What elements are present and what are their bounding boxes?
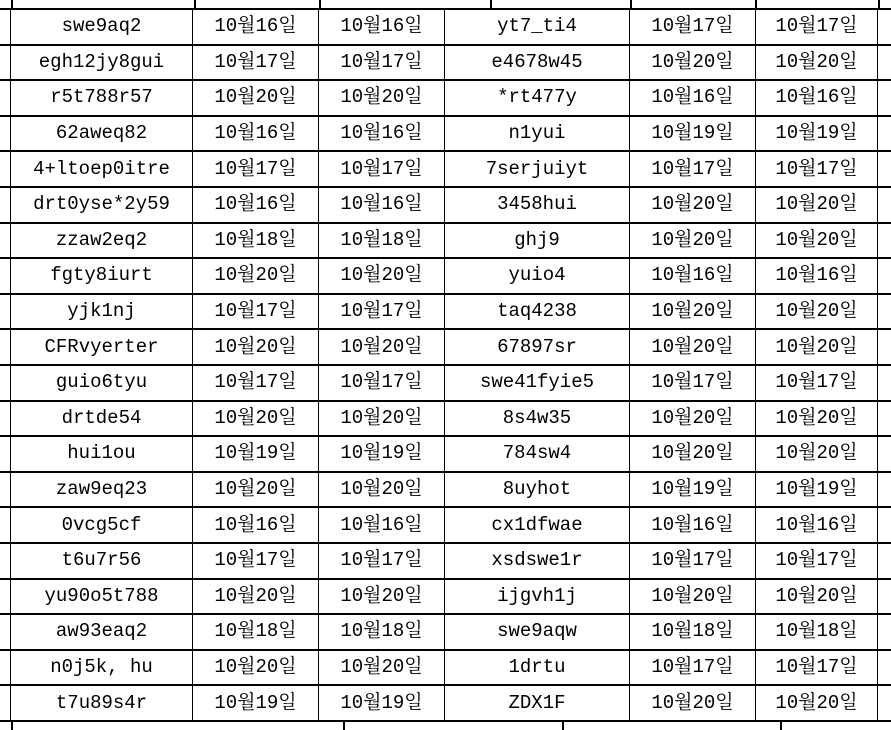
id-cell[interactable]: 8s4w35: [445, 402, 630, 436]
table-row: [0, 686, 891, 720]
date-cell[interactable]: 10월16일: [193, 508, 319, 542]
id-cell[interactable]: CFRvyerter: [11, 330, 193, 364]
date-cell[interactable]: 10월19일: [193, 686, 319, 720]
table-row: [0, 259, 891, 295]
date-cell[interactable]: 10월17일: [756, 10, 878, 44]
date-cell[interactable]: 10월16일: [193, 117, 319, 151]
date-cell[interactable]: 10월20일: [319, 330, 445, 364]
table-row: [0, 152, 891, 188]
date-cell[interactable]: 10월17일: [630, 366, 756, 400]
cut-column-right-cell: [878, 473, 891, 507]
date-cell[interactable]: 10월20일: [193, 259, 319, 293]
table-row: [0, 330, 891, 366]
table-row: [0, 402, 891, 438]
date-cell[interactable]: 10월19일: [319, 686, 445, 720]
cut-column-right-cell: [878, 615, 891, 649]
cut-column-right-cell: [878, 437, 891, 471]
id-cell[interactable]: yu90o5t788: [11, 580, 193, 614]
date-cell[interactable]: 10월19일: [756, 473, 878, 507]
date-cell[interactable]: 10월16일: [756, 508, 878, 542]
gridline-stub: [878, 0, 880, 8]
id-cell[interactable]: egh12jy8gui: [11, 46, 193, 80]
cut-column-left-cell: [0, 508, 11, 542]
cut-column-left-cell: [0, 437, 11, 471]
cut-column-left-cell: [0, 188, 11, 222]
date-cell[interactable]: 10월18일: [756, 615, 878, 649]
date-cell[interactable]: 10월20일: [319, 651, 445, 685]
cut-column-right-cell: [878, 508, 891, 542]
cut-column-left-cell: [0, 224, 11, 258]
date-cell[interactable]: 10월16일: [319, 508, 445, 542]
date-cell[interactable]: 10월20일: [756, 402, 878, 436]
date-cell[interactable]: 10월20일: [756, 437, 878, 471]
gridline-stub: [630, 0, 632, 8]
id-cell[interactable]: xsdswe1r: [445, 544, 630, 578]
table-row: [0, 10, 891, 46]
date-cell[interactable]: 10월17일: [193, 46, 319, 80]
cut-column-right-cell: [878, 330, 891, 364]
id-cell[interactable]: 1drtu: [445, 651, 630, 685]
cut-column-right-cell: [878, 686, 891, 720]
id-cell[interactable]: cx1dfwae: [445, 508, 630, 542]
cut-column-left-cell: [0, 81, 11, 115]
date-cell[interactable]: 10월20일: [319, 81, 445, 115]
date-cell[interactable]: 10월20일: [756, 580, 878, 614]
gridline-stub: [319, 0, 321, 8]
date-cell[interactable]: 10월17일: [756, 152, 878, 186]
id-cell[interactable]: taq4238: [445, 295, 630, 329]
id-cell[interactable]: t7u89s4r: [11, 686, 193, 720]
date-cell[interactable]: 10월18일: [193, 615, 319, 649]
id-cell[interactable]: ghj9: [445, 224, 630, 258]
cut-column-right-cell: [878, 81, 891, 115]
id-cell[interactable]: guio6tyu: [11, 366, 193, 400]
date-cell[interactable]: 10월16일: [630, 81, 756, 115]
id-cell[interactable]: n1yui: [445, 117, 630, 151]
table-row: [0, 580, 891, 616]
id-cell[interactable]: drtde54: [11, 402, 193, 436]
date-cell[interactable]: 10월20일: [756, 188, 878, 222]
date-cell[interactable]: 10월16일: [319, 117, 445, 151]
cut-column-right-cell: [878, 651, 891, 685]
table-row: [0, 366, 891, 402]
cut-column-left-cell: [0, 544, 11, 578]
cut-column-right-cell: [878, 366, 891, 400]
date-cell[interactable]: 10월19일: [193, 437, 319, 471]
table-row: [0, 295, 891, 331]
date-cell[interactable]: 10월20일: [319, 580, 445, 614]
id-cell[interactable]: *rt477y: [445, 81, 630, 115]
gridline-stub: [194, 0, 196, 8]
cut-column-right-cell: [878, 259, 891, 293]
date-cell[interactable]: 10월20일: [756, 46, 878, 80]
id-cell[interactable]: 4+ltoep0itre: [11, 152, 193, 186]
id-cell[interactable]: 0vcg5cf: [11, 508, 193, 542]
id-cell[interactable]: swe9aq2: [11, 10, 193, 44]
cut-column-right-cell: [878, 224, 891, 258]
cut-column-left-cell: [0, 330, 11, 364]
date-cell[interactable]: 10월19일: [756, 117, 878, 151]
date-cell[interactable]: 10월20일: [630, 580, 756, 614]
id-cell[interactable]: aw93eaq2: [11, 615, 193, 649]
cut-column-left-cell: [0, 402, 11, 436]
date-cell[interactable]: 10월16일: [319, 188, 445, 222]
cut-column-left-cell: [0, 10, 11, 44]
date-cell[interactable]: 10월17일: [319, 46, 445, 80]
date-cell[interactable]: 10월16일: [193, 10, 319, 44]
id-cell[interactable]: 62aweq82: [11, 117, 193, 151]
cut-column-left-cell: [0, 152, 11, 186]
id-cell[interactable]: r5t788r57: [11, 81, 193, 115]
date-cell[interactable]: 10월17일: [193, 295, 319, 329]
id-cell[interactable]: yuio4: [445, 259, 630, 293]
date-cell[interactable]: 10월20일: [193, 402, 319, 436]
date-cell[interactable]: 10월16일: [630, 508, 756, 542]
date-cell[interactable]: 10월16일: [756, 259, 878, 293]
gridline-stub: [11, 722, 13, 730]
date-cell[interactable]: 10월20일: [193, 81, 319, 115]
id-cell[interactable]: t6u7r56: [11, 544, 193, 578]
cut-column-right-cell: [878, 46, 891, 80]
date-cell[interactable]: 10월17일: [756, 651, 878, 685]
cut-column-right-cell: [878, 402, 891, 436]
gridline-stub: [490, 0, 492, 8]
date-cell[interactable]: 10월20일: [630, 330, 756, 364]
cut-column-left-cell: [0, 580, 11, 614]
table-row: [0, 651, 891, 687]
date-cell[interactable]: 10월18일: [630, 615, 756, 649]
id-cell[interactable]: swe41fyie5: [445, 366, 630, 400]
cut-column-left-cell: [0, 295, 11, 329]
date-cell[interactable]: 10월20일: [193, 473, 319, 507]
date-cell[interactable]: 10월20일: [319, 259, 445, 293]
date-cell[interactable]: 10월20일: [756, 686, 878, 720]
id-cell[interactable]: yjk1nj: [11, 295, 193, 329]
id-cell[interactable]: zaw9eq23: [11, 473, 193, 507]
date-cell[interactable]: 10월17일: [193, 544, 319, 578]
cut-column-left-cell: [0, 366, 11, 400]
table-row: [0, 117, 891, 153]
table-row: [0, 473, 891, 509]
date-cell[interactable]: 10월17일: [319, 295, 445, 329]
date-cell[interactable]: 10월19일: [319, 437, 445, 471]
id-cell[interactable]: swe9aqw: [445, 615, 630, 649]
cut-column-left-cell: [0, 473, 11, 507]
cut-column-left-cell: [0, 46, 11, 80]
gridline-stub: [755, 0, 757, 8]
date-cell[interactable]: 10월20일: [630, 46, 756, 80]
id-cell[interactable]: ZDX1F: [445, 686, 630, 720]
cut-column-left-cell: [0, 117, 11, 151]
date-cell[interactable]: 10월17일: [319, 544, 445, 578]
table-row: [0, 46, 891, 82]
date-cell[interactable]: 10월19일: [630, 473, 756, 507]
table-row: [0, 224, 891, 260]
cut-column-right-cell: [878, 580, 891, 614]
date-cell[interactable]: 10월20일: [630, 224, 756, 258]
cut-column-left-cell: [0, 615, 11, 649]
date-cell[interactable]: 10월20일: [630, 402, 756, 436]
date-cell[interactable]: 10월20일: [630, 686, 756, 720]
id-cell[interactable]: zzaw2eq2: [11, 224, 193, 258]
date-cell[interactable]: 10월19일: [630, 117, 756, 151]
table-row: [0, 615, 891, 651]
data-table: [0, 8, 891, 722]
date-cell[interactable]: 10월20일: [319, 473, 445, 507]
table-row: [0, 81, 891, 117]
date-cell[interactable]: 10월20일: [193, 651, 319, 685]
date-cell[interactable]: 10월17일: [756, 544, 878, 578]
table-row: [0, 188, 891, 224]
id-cell[interactable]: 784sw4: [445, 437, 630, 471]
date-cell[interactable]: 10월20일: [630, 188, 756, 222]
table-row: [0, 437, 891, 473]
cut-column-left-cell: [0, 686, 11, 720]
cut-column-left-cell: [0, 259, 11, 293]
date-cell[interactable]: 10월17일: [193, 152, 319, 186]
date-cell[interactable]: 10월20일: [630, 295, 756, 329]
date-cell[interactable]: 10월17일: [193, 366, 319, 400]
date-cell[interactable]: 10월16일: [319, 10, 445, 44]
date-cell[interactable]: 10월18일: [319, 615, 445, 649]
id-cell[interactable]: yt7_ti4: [445, 10, 630, 44]
date-cell[interactable]: 10월17일: [630, 544, 756, 578]
date-cell[interactable]: 10월20일: [756, 224, 878, 258]
cut-column-right-cell: [878, 295, 891, 329]
date-cell[interactable]: 10월17일: [630, 152, 756, 186]
date-cell[interactable]: 10월16일: [193, 188, 319, 222]
table-row: [0, 508, 891, 544]
id-cell[interactable]: 3458hui: [445, 188, 630, 222]
date-cell[interactable]: 10월16일: [756, 81, 878, 115]
date-cell[interactable]: 10월20일: [756, 295, 878, 329]
date-cell[interactable]: 10월16일: [630, 259, 756, 293]
date-cell[interactable]: 10월20일: [630, 437, 756, 471]
id-cell[interactable]: hui1ou: [11, 437, 193, 471]
date-cell[interactable]: 10월20일: [756, 330, 878, 364]
table-row: [0, 544, 891, 580]
id-cell[interactable]: e4678w45: [445, 46, 630, 80]
cut-column-right-cell: [878, 188, 891, 222]
id-cell[interactable]: drt0yse*2y59: [11, 188, 193, 222]
date-cell[interactable]: 10월20일: [319, 402, 445, 436]
date-cell[interactable]: 10월18일: [193, 224, 319, 258]
gridline-stub: [562, 722, 564, 730]
date-cell[interactable]: 10월20일: [193, 580, 319, 614]
date-cell[interactable]: 10월17일: [630, 651, 756, 685]
date-cell[interactable]: 10월18일: [319, 224, 445, 258]
date-cell[interactable]: 10월17일: [756, 366, 878, 400]
date-cell[interactable]: 10월17일: [319, 152, 445, 186]
cut-column-right-cell: [878, 152, 891, 186]
partial-row-bottom: [0, 722, 891, 730]
cut-column-right-cell: [878, 544, 891, 578]
date-cell[interactable]: 10월17일: [319, 366, 445, 400]
gridline-stub: [11, 0, 13, 8]
id-cell[interactable]: 8uyhot: [445, 473, 630, 507]
id-cell[interactable]: 7serjuiyt: [445, 152, 630, 186]
id-cell[interactable]: ijgvh1j: [445, 580, 630, 614]
id-cell[interactable]: 67897sr: [445, 330, 630, 364]
id-cell[interactable]: fgty8iurt: [11, 259, 193, 293]
cut-column-right-cell: [878, 10, 891, 44]
partial-row-top: [0, 0, 891, 8]
gridline-stub: [780, 722, 782, 730]
id-cell[interactable]: n0j5k, hu: [11, 651, 193, 685]
cut-column-right-cell: [878, 117, 891, 151]
cut-column-left-cell: [0, 651, 11, 685]
date-cell[interactable]: 10월17일: [630, 10, 756, 44]
date-cell[interactable]: 10월20일: [193, 330, 319, 364]
gridline-stub: [343, 722, 345, 730]
